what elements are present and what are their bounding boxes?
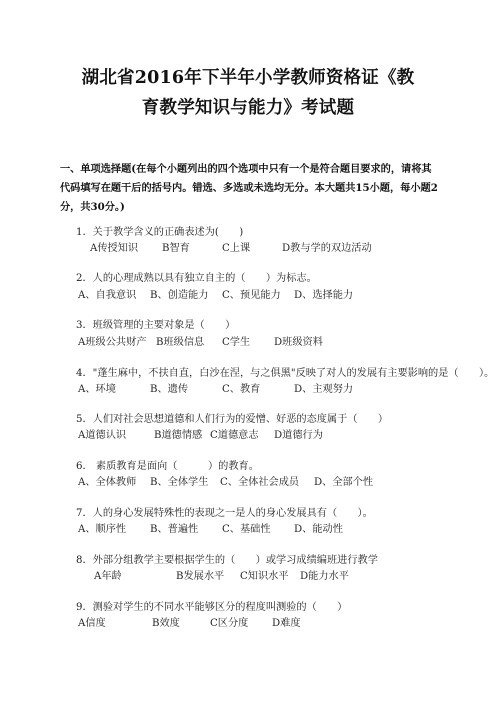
- option-b: B效度: [152, 618, 180, 629]
- question-stem: 5．人们对社会思想道德和人们行为的爱憎、好恶的态度属于（ ）: [76, 414, 389, 425]
- option-a: A、顺序性: [78, 524, 127, 535]
- option-c: C、全体社会成员: [220, 477, 300, 488]
- option-d: D班级资料: [274, 337, 323, 348]
- option-d: D道德行为: [274, 430, 323, 441]
- option-d: D、能动性: [294, 524, 343, 535]
- option-c: C上课: [222, 243, 251, 254]
- question-stem: 4．"蓬生麻中，不扶自直，白沙在涅，与之俱黑"反映了对人的发展有主要影响的是（ ）。: [76, 368, 495, 379]
- option-b: B、创造能力: [150, 290, 209, 301]
- document-title-line-2: 育教学知识与能力》考试题: [141, 98, 355, 118]
- option-d: D、主观努力: [294, 384, 354, 395]
- option-d: D、选择能力: [294, 290, 354, 301]
- question-stem: 2．人的心理成熟以具有独立自主的（ ）为标志。: [76, 273, 317, 284]
- question-stem: 6． 素质教育是面向（ ）的教育。: [76, 461, 259, 472]
- option-b: B智育: [162, 243, 190, 254]
- option-c: C学生: [222, 337, 251, 348]
- option-a: A年龄: [94, 571, 122, 582]
- option-b: B、全体学生: [150, 477, 209, 488]
- option-a: A道德认识: [78, 430, 127, 441]
- option-b: B、遗传: [150, 384, 189, 395]
- option-c: C、基础性: [222, 524, 271, 535]
- option-a: A传授知识: [90, 243, 139, 254]
- option-a: A、全体教师: [78, 477, 137, 488]
- option-a: A、环境: [78, 384, 116, 395]
- section-heading: 一、单项选择题(在每个小题列出的四个选项中只有一个是符合题目要求的，请将其代码填写在题干后的括号内。错选、多选或未选均无分。本大题共15小题，每小题2分，共30分。): [60, 163, 438, 213]
- option-b: B、普遍性: [150, 524, 199, 535]
- option-d: D能力水平: [300, 571, 349, 582]
- document-title-line-1: 湖北省2016年下半年小学教师资格证《教: [81, 68, 415, 88]
- option-b: B发展水平: [176, 571, 225, 582]
- option-a: A信度: [78, 618, 106, 629]
- option-a: A、自我意识: [78, 290, 137, 301]
- question-stem: 9．测验对学生的不同水平能够区分的程度叫测验的（ ）: [76, 602, 348, 613]
- option-b: B班级信息: [156, 337, 205, 348]
- option-c: C、预见能力: [222, 290, 281, 301]
- option-a: A班级公共财产: [78, 337, 147, 348]
- option-d: D难度: [272, 618, 301, 629]
- option-c: C知识水平: [240, 571, 289, 582]
- option-d: D、全部个性: [314, 477, 374, 488]
- question-stem: 8．外部分组教学主要根据学生的（ ）或学习成绩编班进行教学: [76, 555, 378, 566]
- option-c: C道德意志: [210, 430, 259, 441]
- option-c: C区分度: [210, 618, 249, 629]
- option-b: B道德情感: [154, 430, 203, 441]
- question-stem: 3．班级管理的主要对象是（ ）: [76, 320, 236, 331]
- question-stem: 7．人的身心发展特殊性的表现之一是人的身心发展具有（ ）。: [76, 508, 373, 519]
- question-stem: 1．关于教学含义的正确表述为( ): [76, 227, 244, 238]
- option-c: C、教育: [222, 384, 261, 395]
- option-d: D教与学的双边活动: [282, 243, 372, 254]
